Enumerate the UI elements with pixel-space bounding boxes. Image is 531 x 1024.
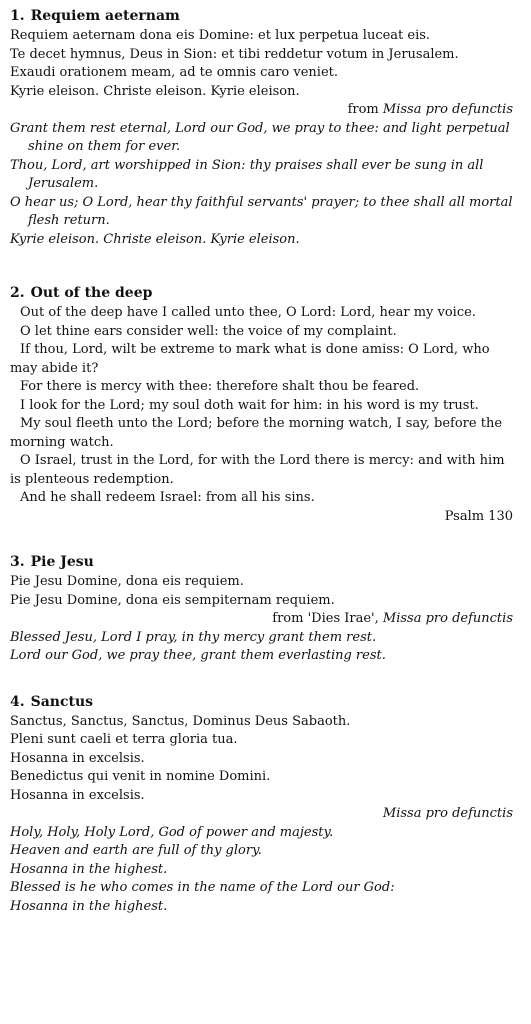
latin-line: Hosanna in excelsis. bbox=[10, 787, 145, 803]
section-title: Sanctus bbox=[30, 693, 94, 710]
section-heading bbox=[10, 692, 513, 712]
source-attribution bbox=[10, 101, 513, 120]
latin-line: Exaudi orationem meam, ad te omnis caro veniet. bbox=[10, 65, 339, 80]
psalm-verse: Out of the deep have I called unto thee, O Lord: Lord, hear my voice. bbox=[20, 305, 476, 320]
section-title: Requiem aeternam bbox=[30, 8, 180, 24]
psalm-verse: If thou, Lord, wilt be extreme to mark what is done amiss: O Lord, who may abide it? bbox=[10, 342, 490, 376]
section-heading bbox=[10, 552, 513, 572]
latin-line: Te decet hymnus, Deus in Sion: et tibi reddetur votum in Jerusalem. bbox=[10, 46, 459, 62]
psalm-verse: I look for the Lord; my soul doth wait for him: in his word is my trust. bbox=[20, 397, 479, 413]
source-attribution bbox=[10, 805, 513, 824]
section-number: 1. bbox=[10, 8, 25, 24]
source-title: Missa pro defunctis bbox=[382, 611, 513, 626]
section-pie-jesu bbox=[10, 552, 513, 666]
english-line: Hosanna in the highest. bbox=[10, 861, 168, 877]
psalm-verse: My soul fleeth unto the Lord; before the morning watch, I say, before the morning watch. bbox=[10, 416, 503, 450]
english-line: Blessed is he who comes in the name of the Lord our God: bbox=[10, 880, 395, 895]
source-title: Missa pro defunctis bbox=[382, 806, 513, 821]
section-heading bbox=[10, 283, 513, 303]
section-spacer bbox=[10, 249, 513, 283]
english-line: Kyrie eleison. Christe eleison. Kyrie eleison. bbox=[10, 231, 300, 247]
english-line: Heaven and earth are full of thy glory. bbox=[10, 843, 262, 858]
source-prefix: from bbox=[347, 102, 383, 117]
english-line: Hosanna in the highest. bbox=[10, 898, 168, 914]
latin-line: Benedictus qui venit in nomine Domini. bbox=[10, 769, 271, 784]
latin-line: Pie Jesu Domine, dona eis sempiternam requiem. bbox=[10, 592, 335, 608]
latin-line: Pleni sunt caeli et terra gloria tua. bbox=[10, 732, 238, 747]
english-line: Thou, Lord, art worshipped in Sion: thy praises shall ever be sung in all Jerusalem. bbox=[10, 157, 484, 191]
section-out-of-the-deep bbox=[10, 283, 513, 526]
psalm-verse: And he shall redeem Israel: from all his sins. bbox=[20, 490, 315, 505]
source-prefix: from 'Dies Irae', bbox=[272, 611, 383, 626]
latin-line: Kyrie eleison. Christe eleison. Kyrie eleison. bbox=[10, 83, 300, 99]
english-line: Lord our God, we pray thee, grant them everlasting rest. bbox=[10, 648, 386, 663]
section-requiem-aeternam bbox=[10, 6, 513, 249]
source-attribution bbox=[10, 610, 513, 629]
section-spacer bbox=[10, 666, 513, 692]
english-line: O hear us; O Lord, hear thy faithful servants' prayer; to thee shall all mortal flesh return. bbox=[10, 194, 513, 228]
section-spacer bbox=[10, 526, 513, 552]
section-number: 4. bbox=[10, 693, 25, 710]
english-line: Holy, Holy, Holy Lord, God of power and majesty. bbox=[10, 824, 334, 840]
latin-line: Sanctus, Sanctus, Sanctus, Dominus Deus Sabaoth. bbox=[10, 713, 351, 729]
source-attribution: Psalm 130 bbox=[444, 508, 513, 524]
psalm-verse: O let thine ears consider well: the voice of my complaint. bbox=[20, 323, 397, 339]
psalm-verse: O Israel, trust in the Lord, for with the Lord there is mercy: and with him is plenteous redemption. bbox=[10, 453, 505, 487]
latin-line: Requiem aeternam dona eis Domine: et lux perpetua luceat eis. bbox=[10, 28, 431, 43]
latin-line: Hosanna in excelsis. bbox=[10, 750, 145, 766]
latin-line: Pie Jesu Domine, dona eis requiem. bbox=[10, 574, 244, 589]
section-title: Pie Jesu bbox=[30, 554, 94, 570]
english-line: Grant them rest eternal, Lord our God, we pray to thee: and light perpetual shine on them for ever. bbox=[10, 120, 510, 154]
section-title: Out of the deep bbox=[30, 285, 153, 301]
section-sanctus bbox=[10, 692, 513, 917]
section-number: 2. bbox=[10, 285, 25, 301]
section-heading bbox=[10, 6, 513, 26]
psalm-verse: For there is mercy with thee: therefore shalt thou be feared. bbox=[20, 379, 420, 394]
english-line: Blessed Jesu, Lord I pray, in thy mercy grant them rest. bbox=[10, 629, 377, 645]
section-number: 3. bbox=[10, 554, 25, 570]
source-title: Missa pro defunctis bbox=[382, 102, 513, 117]
